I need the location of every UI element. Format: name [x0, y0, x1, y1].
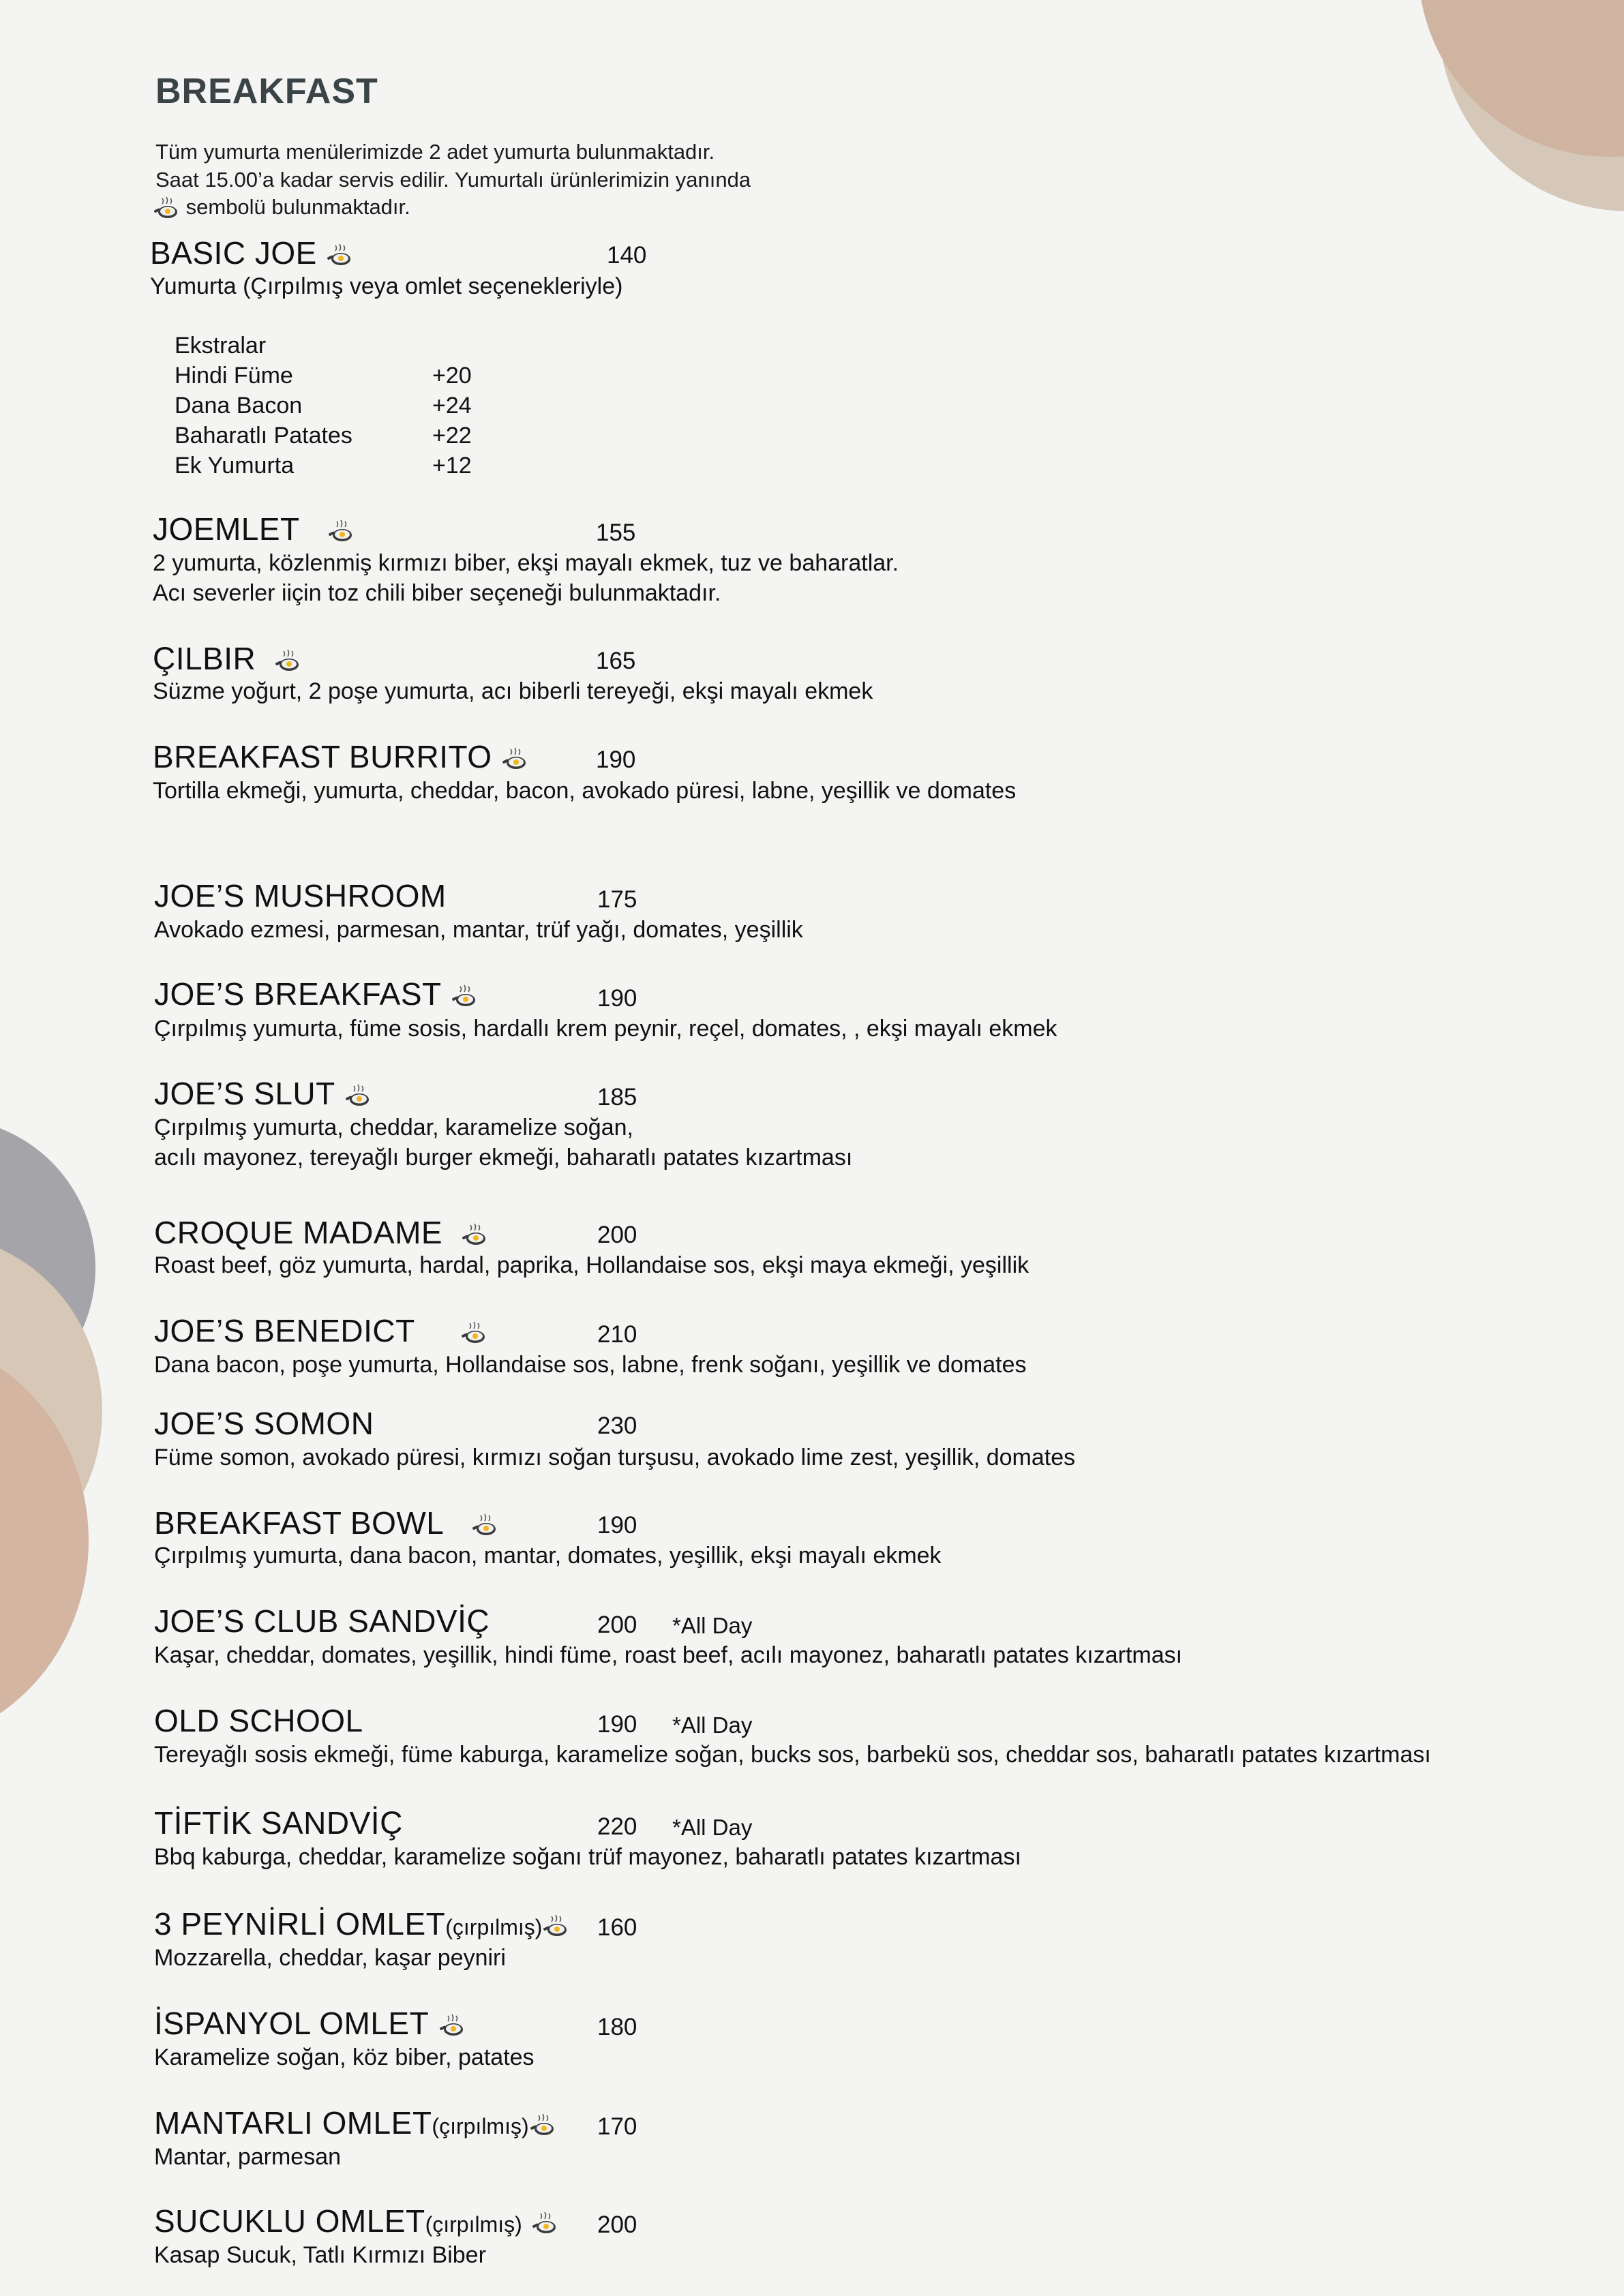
menu-item-price: 200: [597, 2211, 637, 2238]
menu-item-desc: Roast beef, göz yumurta, hardal, paprika, Hollandaise sos, ekşi maya ekmeği, yeşillik: [154, 1252, 1029, 1278]
menu-item-price: 170: [597, 2113, 637, 2140]
menu-item-price: 190: [596, 746, 636, 773]
menu-item-name: JOE’S CLUB SANDVİÇ: [154, 1603, 490, 1639]
egg-pan-icon: [344, 1083, 372, 1109]
menu-item-suffix: (çırpılmış): [432, 2114, 529, 2139]
extra-item-price: +22: [432, 423, 472, 449]
menu-item-name: TİFTİK SANDVİÇ: [154, 1805, 403, 1841]
menu-item-price: 190: [597, 1512, 637, 1539]
menu-item-name: SUCUKLU OMLET(çırpılmış): [154, 2203, 558, 2242]
all-day-note: *All Day: [672, 1815, 753, 1840]
menu-item-name: BREAKFAST BURRITO: [153, 739, 528, 774]
menu-item-price: 155: [596, 519, 636, 546]
menu-item-suffix: (çırpılmış): [445, 1915, 543, 1939]
extra-item-price: +12: [432, 453, 472, 479]
egg-pan-icon: [531, 2211, 558, 2237]
menu-item-name: JOE’S SOMON: [154, 1406, 374, 1441]
menu-item-name: JOE’S BREAKFAST: [154, 976, 478, 1012]
egg-pan-icon: [153, 196, 180, 222]
menu-item-name: JOE’S MUSHROOM: [154, 878, 447, 913]
menu-item-price: 140: [607, 242, 647, 269]
egg-pan-icon: [327, 519, 355, 545]
menu-item-desc: Kaşar, cheddar, domates, yeşillik, hindi füme, roast beef, acılı mayonez, baharatlı patates kızartması: [154, 1642, 1183, 1668]
menu-item-name: JOE’S SLUT: [154, 1076, 372, 1111]
menu-item-desc: Bbq kaburga, cheddar, karamelize soğanı trüf mayonez, baharatlı patates kızartması: [154, 1844, 1021, 1870]
menu-item-desc: Kasap Sucuk, Tatlı Kırmızı Biber: [154, 2242, 486, 2268]
egg-pan-icon: [451, 984, 478, 1010]
menu-item-desc: Çırpılmış yumurta, dana bacon, mantar, domates, yeşillik, ekşi mayalı ekmek: [154, 1543, 942, 1569]
menu-item-price: 200: [597, 1222, 637, 1248]
extras-header: Ekstralar: [175, 333, 267, 359]
menu-item-name: OLD SCHOOL: [154, 1703, 363, 1738]
menu-item-desc: Avokado ezmesi, parmesan, mantar, trüf yağı, domates, yeşillik: [154, 917, 803, 943]
extra-item-name: Dana Bacon: [175, 393, 303, 419]
menu-item-price: 180: [597, 2014, 637, 2040]
egg-pan-icon: [501, 746, 528, 772]
menu-item-desc: acılı mayonez, tereyağlı burger ekmeği, baharatlı patates kızartması: [154, 1145, 853, 1170]
egg-pan-icon: [542, 1914, 569, 1939]
extra-item-name: Baharatlı Patates: [175, 423, 352, 449]
menu-item-desc: Mantar, parmesan: [154, 2144, 342, 2170]
menu-item-price: 200: [597, 1612, 637, 1638]
intro-line-3: [153, 193, 410, 222]
menu-item-desc: Mozzarella, cheddar, kaşar peyniri: [154, 1945, 506, 1971]
menu-item-name: 3 PEYNİRLİ OMLET(çırpılmış): [154, 1906, 569, 1945]
menu-item-price: 220: [597, 1813, 637, 1840]
menu-item-price: 210: [597, 1321, 637, 1348]
menu-item-name: BASIC JOE: [150, 235, 353, 271]
egg-pan-icon: [274, 648, 301, 674]
all-day-note: *All Day: [672, 1613, 753, 1638]
intro-line-2: Saat 15.00’a kadar servis edilir. Yumurtalı ürünlerimizin yanında: [155, 168, 751, 192]
menu-item-price: 175: [597, 886, 637, 913]
menu-item-name: MANTARLI OMLET(çırpılmış): [154, 2105, 556, 2144]
menu-item-name: JOE’S BENEDICT: [154, 1313, 487, 1348]
menu-item-price: 185: [597, 1084, 637, 1111]
menu-item-price: 160: [597, 1914, 637, 1941]
egg-pan-icon: [461, 1222, 488, 1248]
egg-pan-icon: [460, 1320, 487, 1346]
intro-line-1: Tüm yumurta menülerimizde 2 adet yumurta bulunmaktadır.: [155, 140, 715, 164]
menu-item-desc: Tortilla ekmeği, yumurta, cheddar, bacon, avokado püresi, labne, yeşillik ve domates: [153, 778, 1017, 804]
menu-item-name: İSPANYOL OMLET: [154, 2006, 466, 2041]
egg-pan-icon: [471, 1513, 498, 1539]
egg-pan-icon: [326, 243, 353, 269]
menu-item-price: 190: [597, 985, 637, 1012]
menu-item-desc: Çırpılmış yumurta, füme sosis, hardallı krem peynir, reçel, domates, , ekşi mayalı ekmek: [154, 1016, 1057, 1042]
egg-pan-icon: [438, 2013, 466, 2039]
menu-item-price: 190: [597, 1711, 637, 1738]
extra-item-price: +24: [432, 393, 472, 419]
menu-item-suffix: (çırpılmış): [425, 2212, 522, 2237]
menu-item-desc: Füme somon, avokado püresi, kırmızı soğan turşusu, avokado lime zest, yeşillik, domates: [154, 1445, 1076, 1470]
menu-item-name: JOEMLET: [153, 511, 355, 547]
all-day-note: *All Day: [672, 1712, 753, 1738]
menu-item-desc: Dana bacon, poşe yumurta, Hollandaise sos, labne, frenk soğanı, yeşillik ve domates: [154, 1352, 1027, 1378]
extra-item-price: +20: [432, 363, 472, 389]
menu-item-desc: Tereyağlı sosis ekmeği, füme kaburga, karamelize soğan, bucks sos, barbekü sos, cheddar sos, baharatlı patates kızartması: [154, 1742, 1431, 1768]
menu-item-desc: Yumurta (Çırpılmış veya omlet seçenekleriyle): [150, 273, 623, 299]
menu-item-desc: Çırpılmış yumurta, cheddar, karamelize soğan,: [154, 1115, 633, 1141]
intro-line-3-text: sembolü bulunmaktadır.: [185, 195, 410, 219]
menu-item-desc: 2 yumurta, közlenmiş kırmızı biber, ekşi mayalı ekmek, tuz ve baharatlar.: [153, 550, 899, 576]
menu-item-price: 165: [596, 648, 636, 674]
extra-item-name: Ek Yumurta: [175, 453, 295, 479]
extra-item-name: Hindi Füme: [175, 363, 293, 389]
menu-item-desc: Acı severler iiçin toz chili biber seçeneği bulunmaktadır.: [153, 580, 721, 606]
menu-item-name: CROQUE MADAME: [154, 1215, 488, 1250]
menu-item-name: BREAKFAST BOWL: [154, 1505, 498, 1541]
menu-item-price: 230: [597, 1413, 637, 1439]
section-title: BREAKFAST: [155, 72, 378, 111]
menu-item-desc: Karamelize soğan, köz biber, patates: [154, 2044, 535, 2070]
egg-pan-icon: [529, 2113, 556, 2139]
menu-item-desc: Süzme yoğurt, 2 poşe yumurta, acı biberli tereyeği, ekşi mayalı ekmek: [153, 678, 873, 704]
menu-item-name: ÇILBIR: [153, 641, 301, 676]
